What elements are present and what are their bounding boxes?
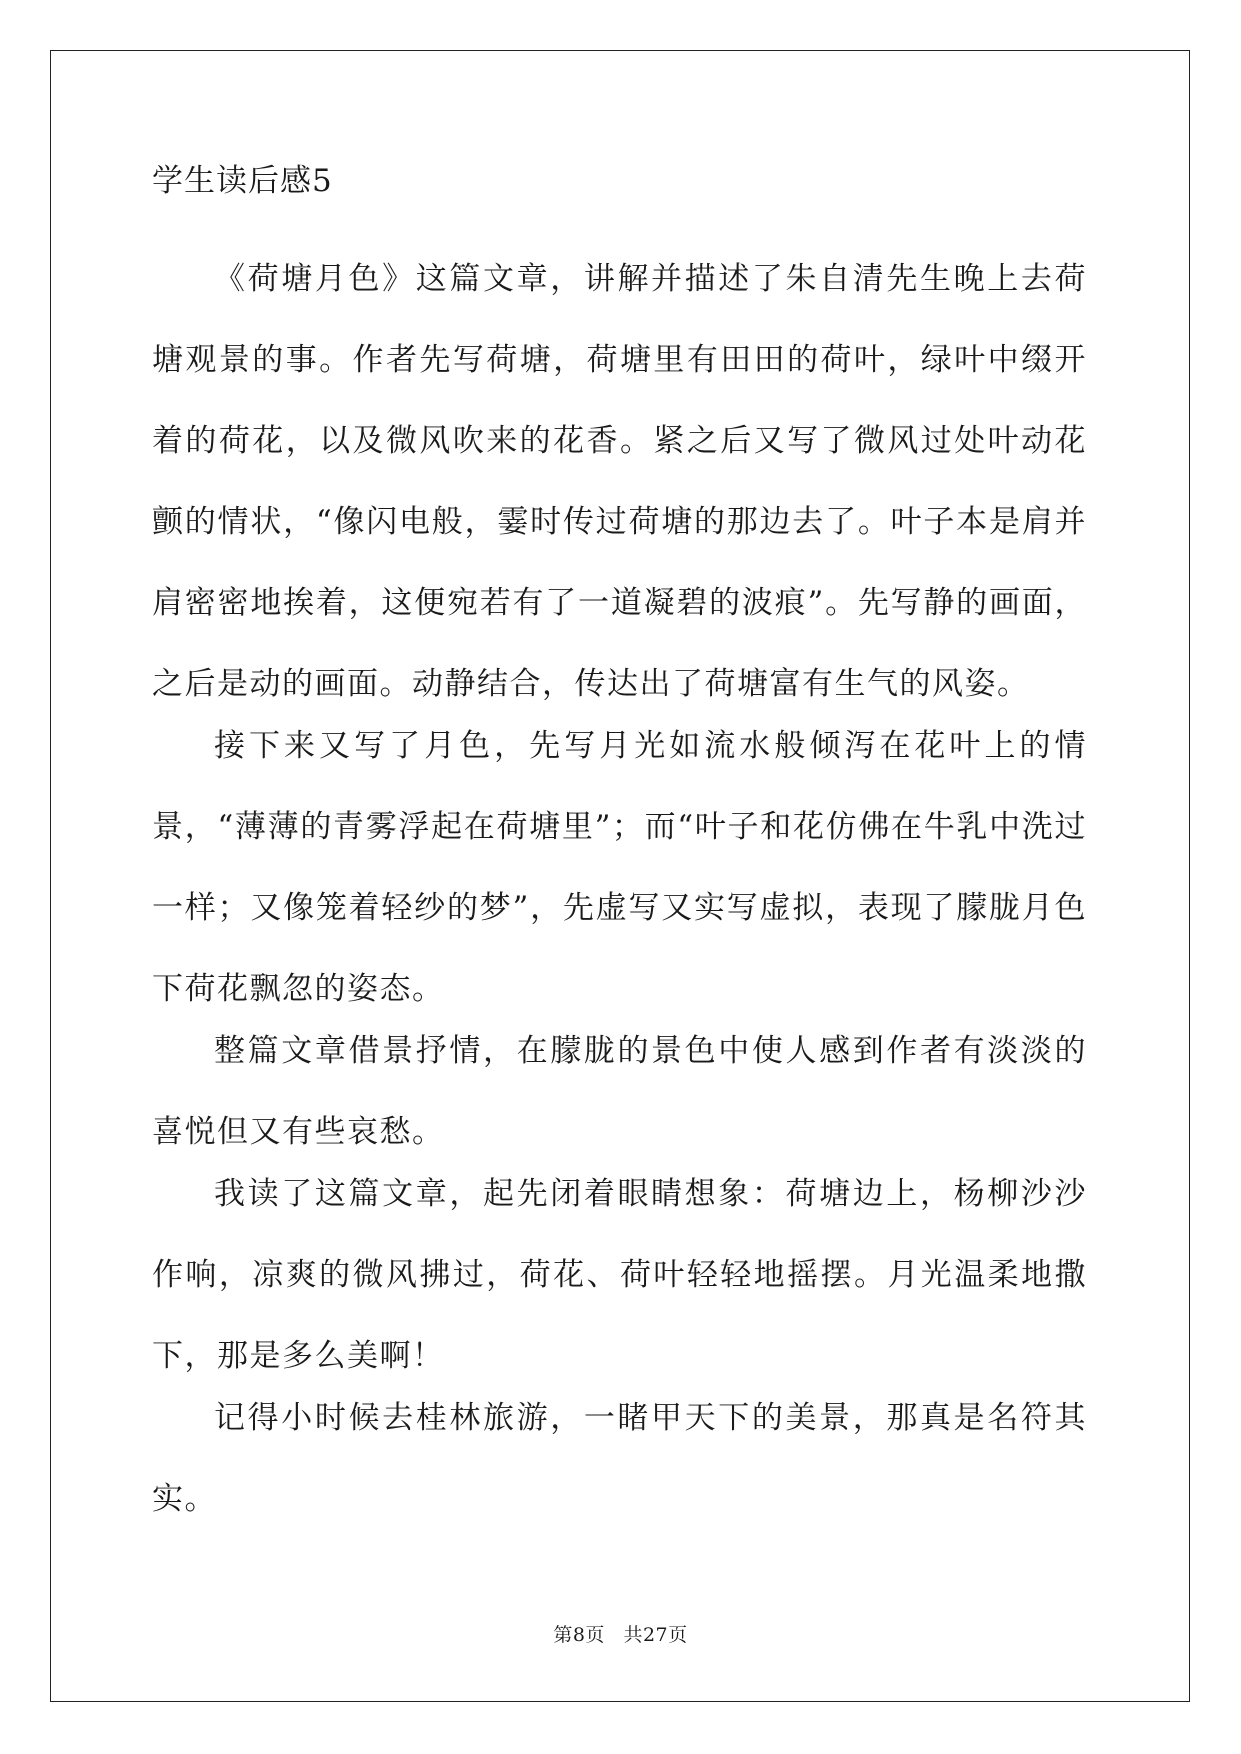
- paragraph-3: 整篇文章借景抒情，在朦胧的景色中使人感到作者有淡淡的喜悦但又有些哀愁。: [152, 1033, 1087, 1150]
- page-footer: [0, 1620, 1241, 1647]
- document-title: 学生读后感5: [152, 163, 333, 199]
- paragraph-2: 接下来又写了月色，先写月光如流水般倾泻在花叶上的情景，“薄薄的青雾浮起在荷塘里”；而“叶子和花仿佛在牛乳中洗过一样；又像笼着轻纱的梦”，先虚写又实写虚拟，表现了朦胧月色下荷花飘忽的姿态。: [152, 728, 1087, 1007]
- paragraph-5: 记得小时候去桂林旅游，一睹甲天下的美景，那真是名符其实。: [152, 1400, 1087, 1517]
- page-total: 共27页: [623, 1624, 688, 1646]
- paragraph-4: 我读了这篇文章，起先闭着眼睛想象：荷塘边上，杨柳沙沙作响，凉爽的微风拂过，荷花、荷叶轻轻地摇摆。月光温柔地撒下，那是多么美啊！: [152, 1176, 1087, 1374]
- paragraph-1: 《荷塘月色》这篇文章，讲解并描述了朱自清先生晚上去荷塘观景的事。作者先写荷塘，荷塘里有田田的荷叶，绿叶中缀开着的荷花，以及微风吹来的花香。紧之后又写了微风过处叶动花颤的情状，“像闪电般，霎时传过荷塘的那边去了。叶子本是肩并肩密密地挨着，这便宛若有了一道凝碧的波痕”。先写静的画面，之后是动的画面。动静结合，传达出了荷塘富有生气的风姿。: [152, 261, 1087, 702]
- page-number: 第8页: [553, 1624, 605, 1646]
- document-body: [152, 160, 1087, 1541]
